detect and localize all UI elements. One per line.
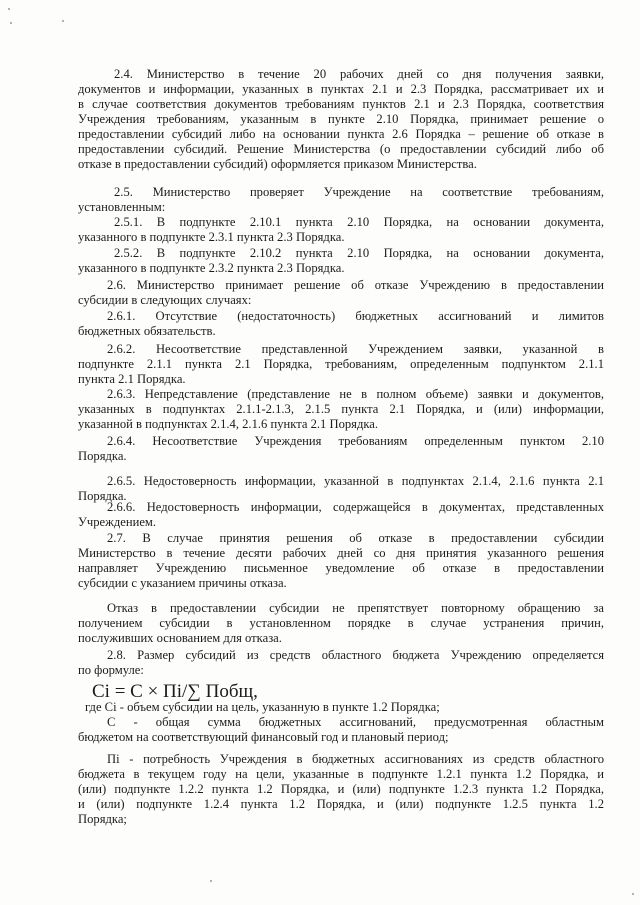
text-line: отказе в предоставлении субсидий) оформляется приказом Министерства.	[78, 157, 477, 171]
text-line: указанных в подпунктах 2.1.1-2.1.3, 2.1.5 пункта 2.1 Порядка, и (или) информации,	[78, 402, 604, 416]
text-line: Порядка.	[78, 489, 127, 503]
text-line: 2.6.3. Непредставление (представление не в полном объеме) заявки и документов,	[107, 387, 604, 401]
text-line: пункта 2.1 Порядка.	[78, 372, 186, 386]
text-line: субсидии в следующих случаях:	[78, 293, 252, 307]
text-line: где Ci - объем субсидии на цель, указанную в пункте 1.2 Порядка;	[85, 700, 440, 714]
text-line: субсидии с указанием причины отказа.	[78, 576, 287, 590]
text-line: 2.5. Министерство проверяет Учреждение на соответствие требованиям,	[114, 185, 604, 199]
text-line: Отказ в предоставлении субсидии не препятствует повторному обращению за	[107, 601, 604, 615]
text-line: и (или) подпункте 1.2.4 пункта 1.2 Порядка, и (или) подпункте 1.2.5 пункта 1.2	[78, 797, 604, 811]
text-line: документов и информации, указанных в пунктах 2.1 и 2.3 Порядка, рассматривает их и	[78, 82, 604, 96]
text-line: указанного в подпункте 2.3.2 пункта 2.3 Порядка.	[78, 261, 345, 275]
text-line: 2.5.2. В подпункте 2.10.2 пункта 2.10 Порядка, на основании документа,	[114, 246, 604, 260]
scan-speck	[632, 893, 634, 895]
text-line: 2.6.2. Несоответствие представленной Учреждением заявки, указанной в	[107, 342, 604, 356]
text-line: предоставлении субсидий. Решение Министерства (о предоставлении субсидий либо об	[78, 142, 604, 156]
scan-speck	[10, 22, 12, 24]
text-line: 2.7. В случае принятия решения об отказе в предоставлении субсидии	[107, 531, 604, 545]
scan-speck	[210, 880, 212, 882]
text-line: в случае соответствия документов требованиям пунктов 2.1 и 2.3 Порядка, соответствия	[78, 97, 604, 111]
text-line: C - общая сумма бюджетных ассигнований, предусмотренная областным	[107, 715, 604, 729]
text-line: указанной в подпунктах 2.1.4, 2.1.6 пункта 2.1 Порядка.	[78, 417, 379, 431]
scan-speck	[62, 20, 64, 22]
text-line: установленным:	[78, 200, 166, 214]
scan-speck	[8, 8, 10, 10]
text-line: бюджетных обязательств.	[78, 324, 216, 338]
text-line: предоставлении субсидий либо на основании пункта 2.6 Порядка – решение об отказе в	[78, 127, 604, 141]
text-line: послуживших основанием для отказа.	[78, 631, 282, 645]
text-line: 2.8. Размер субсидий из средств областного бюджета Учреждению определяется	[107, 648, 604, 662]
text-line: Министерство в течение десяти рабочих дней со дня принятия указанного решения	[78, 546, 604, 560]
text-line: Учреждения требованиям, указанным в пункте 2.10 Порядка, принимает решение о	[78, 112, 604, 126]
text-line: 2.6.1. Отсутствие (недостаточность) бюджетных ассигнований и лимитов	[107, 309, 604, 323]
text-line: Пi - потребность Учреждения в бюджетных ассигнованиях из средств областного	[107, 752, 604, 766]
text-line: получением субсидии в установленном порядке в случае устранения причин,	[78, 616, 604, 630]
text-line: (или) подпункте 1.2.2 пункта 1.2 Порядка, и (или) подпункте 1.2.3 пункта 1.2 Порядка,	[78, 782, 604, 796]
text-line: 2.6.4. Несоответствие Учреждения требованиям определенным пунктом 2.10	[107, 434, 604, 448]
text-line: направляет Учреждению письменное уведомление об отказе в предоставлении	[78, 561, 604, 575]
text-line: подпункте 2.1.1 пункта 2.1 Порядка, требованиям, определенным подпунктом 2.1.1	[78, 357, 604, 371]
text-line: 2.4. Министерство в течение 20 рабочих дней со дня получения заявки,	[114, 67, 604, 81]
text-line: по формуле:	[78, 663, 144, 677]
text-line: 2.5.1. В подпункте 2.10.1 пункта 2.10 Порядка, на основании документа,	[114, 215, 604, 229]
subsidy-formula: Ci = C × Пi/∑ Побщ,	[92, 681, 258, 702]
text-line: бюджетом на соответствующий финансовый год и плановый период;	[78, 730, 449, 744]
text-line: 2.6.6. Недостоверность информации, содержащейся в документах, представленных	[107, 500, 604, 514]
text-line: 2.6. Министерство принимает решение об отказе Учреждению в предоставлении	[107, 278, 604, 292]
text-line: бюджета в текущем году на цели, указанные в подпункте 1.2.1 пункта 1.2 Порядка, и	[78, 767, 604, 781]
text-line: Порядка.	[78, 449, 127, 463]
text-line: 2.6.5. Недостоверность информации, указанной в подпунктах 2.1.4, 2.1.6 пункта 2.1	[107, 474, 604, 488]
text-line: Порядка;	[78, 812, 127, 826]
text-line: Учреждением.	[78, 515, 157, 529]
text-line: указанного в подпункте 2.3.1 пункта 2.3 Порядка.	[78, 230, 345, 244]
